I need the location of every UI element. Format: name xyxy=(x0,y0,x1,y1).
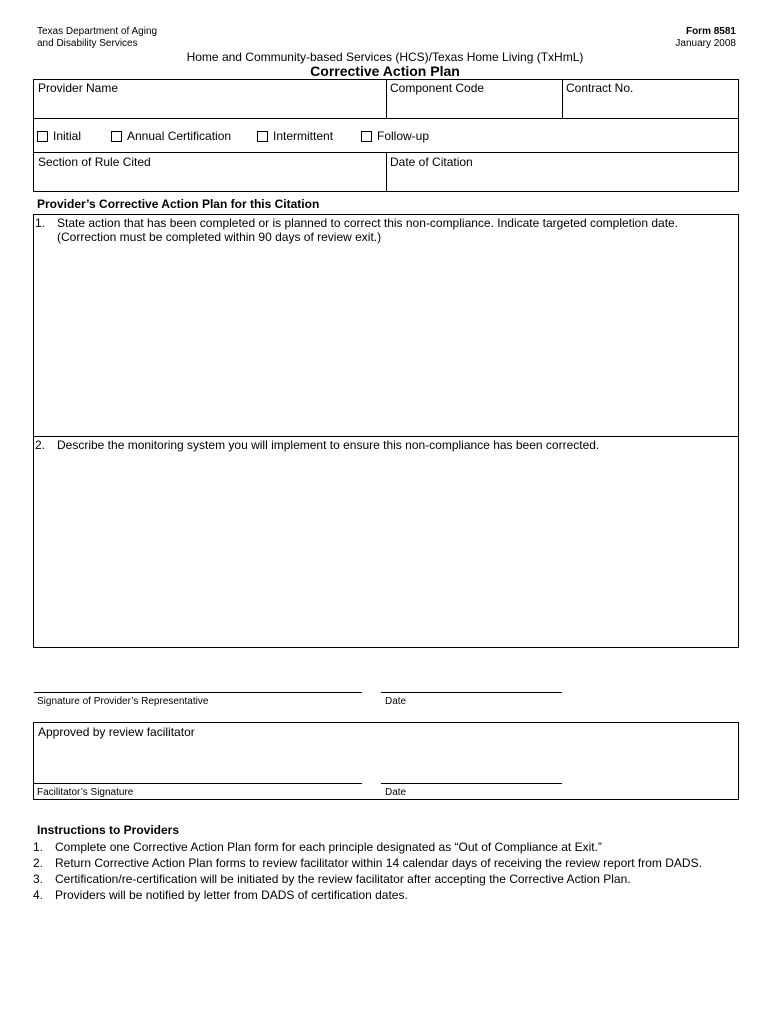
item-text: State action that has been completed or is planned to correct this non-compliance. Indicate targeted completion date. xyxy=(57,216,679,230)
plan-item-1[interactable] xyxy=(35,216,735,244)
checkbox-follow-up[interactable] xyxy=(361,129,429,143)
program-name: Home and Community-based Services (HCS)/Texas Home Living (TxHmL) xyxy=(186,50,584,64)
item-number: 2. xyxy=(33,856,44,870)
page-title: Corrective Action Plan xyxy=(310,63,460,79)
list-item xyxy=(33,887,753,903)
plan-box xyxy=(33,214,739,648)
item-number: 1. xyxy=(35,216,46,230)
signature-line[interactable] xyxy=(34,692,362,693)
item-text: Complete one Corrective Action Plan form for each principle designated as “Out of Compliance at Exit.” xyxy=(55,840,602,854)
provider-signature-label: Signature of Provider’s Representative xyxy=(37,696,209,707)
checkbox-label: Intermittent xyxy=(273,129,334,143)
item-number: 4. xyxy=(33,888,44,902)
checkbox-icon[interactable] xyxy=(257,131,268,142)
signature-line[interactable] xyxy=(34,783,362,784)
divider xyxy=(562,79,563,118)
item-text: Describe the monitoring system you will implement to ensure this non-compliance has been corrected. xyxy=(57,438,600,452)
divider xyxy=(33,436,739,437)
list-item xyxy=(33,855,753,871)
contract-no-field[interactable]: Contract No. xyxy=(566,81,634,95)
checkbox-icon[interactable] xyxy=(111,131,122,142)
checkbox-icon[interactable] xyxy=(37,131,48,142)
checkbox-label: Follow-up xyxy=(377,129,430,143)
divider xyxy=(386,152,387,192)
date-label: Date xyxy=(385,696,407,707)
checkbox-label: Initial xyxy=(53,129,82,143)
form-number: Form 8581 xyxy=(685,26,736,37)
form-date: January 2008 xyxy=(675,38,736,49)
section-of-rule-field[interactable]: Section of Rule Cited xyxy=(38,155,151,169)
provider-name-field[interactable]: Provider Name xyxy=(38,81,119,95)
date-line[interactable] xyxy=(381,692,562,693)
component-code-field[interactable]: Component Code xyxy=(390,81,485,95)
checkbox-icon[interactable] xyxy=(361,131,372,142)
list-item xyxy=(33,839,753,855)
list-item xyxy=(33,871,753,887)
divider xyxy=(386,79,387,118)
date-of-citation-field[interactable]: Date of Citation xyxy=(390,155,473,169)
item-number: 1. xyxy=(33,840,44,854)
divider xyxy=(33,118,739,119)
date-line[interactable] xyxy=(381,783,562,784)
agency-name-line2: and Disability Services xyxy=(37,38,138,49)
item-text: Certification/re-certification will be initiated by the review facilitator after accepting the Corrective Action Plan. xyxy=(55,872,631,886)
facilitator-signature-label: Facilitator’s Signature xyxy=(37,787,134,798)
approved-by-label: Approved by review facilitator xyxy=(38,725,195,739)
item-number: 3. xyxy=(33,872,44,886)
checkbox-initial[interactable] xyxy=(37,129,81,143)
instructions-heading: Instructions to Providers xyxy=(37,823,180,837)
item-number: 2. xyxy=(35,438,46,452)
item-note: (Correction must be completed within 90 days of review exit.) xyxy=(57,230,382,244)
checkbox-intermittent[interactable] xyxy=(257,129,333,143)
checkbox-label: Annual Certification xyxy=(127,129,232,143)
agency-name-line1: Texas Department of Aging xyxy=(37,26,158,37)
item-text: Providers will be notified by letter from DADS of certification dates. xyxy=(55,888,408,902)
item-text: Return Corrective Action Plan forms to review facilitator within 14 calendar days of receiving the review report from DADS. xyxy=(55,856,702,870)
instructions-list xyxy=(33,839,753,903)
plan-heading: Provider’s Corrective Action Plan for this Citation xyxy=(37,197,320,211)
plan-item-2[interactable] xyxy=(35,438,735,452)
checkbox-annual-certification[interactable] xyxy=(111,129,231,143)
date-label: Date xyxy=(385,787,407,798)
